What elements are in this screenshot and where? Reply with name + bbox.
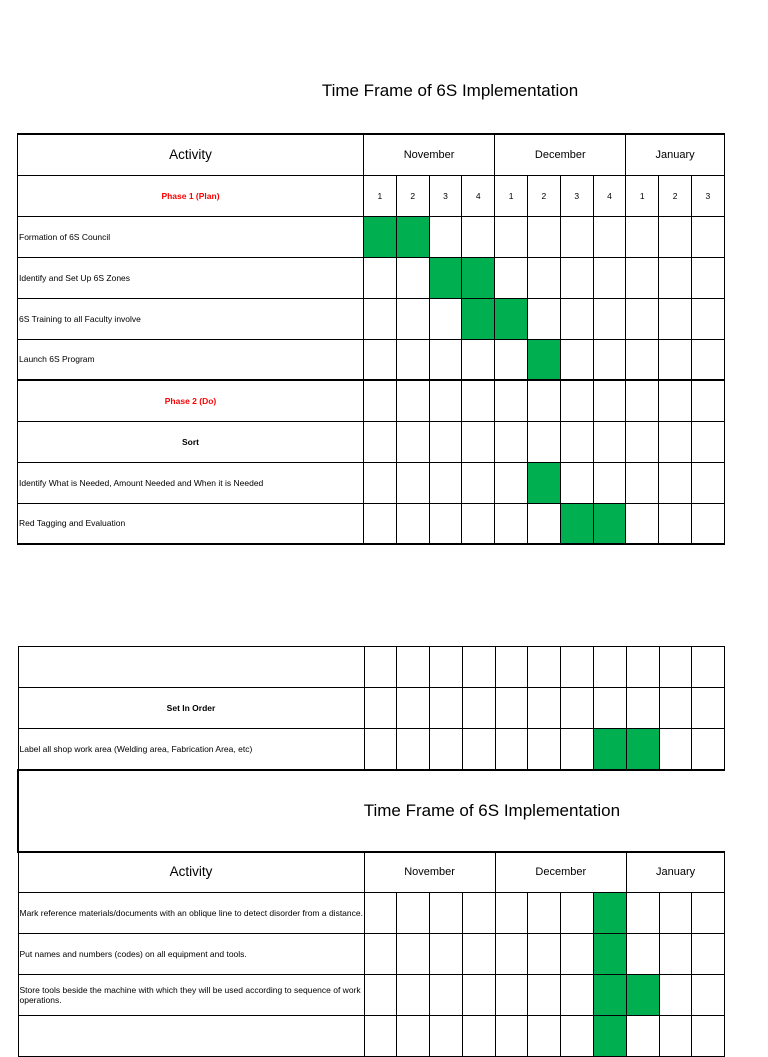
timeline-cell — [691, 421, 724, 462]
timeline-cell — [462, 503, 495, 544]
timeline-cell — [528, 934, 561, 975]
timeline-cell — [659, 503, 692, 544]
timeline-cell — [626, 257, 659, 298]
timeline-cell — [691, 462, 724, 503]
timeline-cell — [528, 975, 561, 1016]
week-number: 1 — [495, 175, 528, 216]
timeline-cell — [429, 216, 462, 257]
timeline-cell — [626, 934, 659, 975]
timeline-cell — [527, 257, 560, 298]
timeline-cell — [429, 298, 462, 339]
timeline-cell — [659, 893, 692, 934]
timeline-cell — [462, 1016, 495, 1057]
timeline-cell — [594, 688, 627, 729]
timeline-cell — [430, 647, 463, 688]
timeline-cell — [659, 298, 692, 339]
timeline-cell — [593, 380, 626, 421]
timeline-cell — [691, 298, 724, 339]
section-title: Time Frame of 6S Implementation — [18, 770, 725, 852]
timeline-cell — [691, 380, 724, 421]
timeline-cell — [462, 647, 495, 688]
timeline-cell — [364, 688, 397, 729]
week-number: 3 — [560, 175, 593, 216]
month-header: November — [364, 134, 495, 175]
table-row — [18, 421, 725, 462]
timeline-cell — [396, 257, 429, 298]
timeline-cell — [659, 380, 692, 421]
timeline-cell-filled — [593, 503, 626, 544]
timeline-cell — [659, 975, 692, 1016]
timeline-cell — [528, 893, 561, 934]
timeline-cell — [659, 216, 692, 257]
timeline-cell — [397, 1016, 430, 1057]
timeline-cell — [560, 462, 593, 503]
timeline-cell — [659, 688, 692, 729]
table-row — [18, 647, 725, 688]
timeline-cell — [561, 1016, 594, 1057]
timeline-cell — [659, 462, 692, 503]
table-row — [18, 339, 725, 380]
timeline-cell — [462, 421, 495, 462]
timeline-cell-filled — [495, 298, 528, 339]
timeline-cell — [462, 893, 495, 934]
timeline-cell — [462, 975, 495, 1016]
activity-label: Label all shop work area (Welding area, Fabrication Area, etc) — [18, 729, 364, 770]
timeline-cell — [659, 421, 692, 462]
activity-label: Red Tagging and Evaluation — [18, 503, 364, 544]
week-number: 1 — [626, 175, 659, 216]
timeline-cell — [659, 647, 692, 688]
week-number: 2 — [396, 175, 429, 216]
timeline-cell — [430, 688, 463, 729]
activity-label: Identify and Set Up 6S Zones — [18, 257, 364, 298]
month-header: December — [495, 134, 626, 175]
activity-header: Activity — [18, 134, 364, 175]
timeline-cell — [626, 1016, 659, 1057]
week-number: 2 — [527, 175, 560, 216]
activity-header: Activity — [18, 852, 364, 893]
timeline-cell — [593, 339, 626, 380]
timeline-cell-filled — [594, 1016, 627, 1057]
week-number: 4 — [593, 175, 626, 216]
timeline-cell — [626, 380, 659, 421]
timeline-cell — [692, 934, 725, 975]
table-row — [18, 688, 725, 729]
timeline-cell — [691, 339, 724, 380]
timeline-cell — [560, 257, 593, 298]
step-label: Set In Order — [18, 688, 364, 729]
timeline-cell — [495, 893, 528, 934]
timeline-cell — [659, 339, 692, 380]
timeline-cell — [396, 462, 429, 503]
timeline-cell — [560, 421, 593, 462]
timeline-cell — [430, 975, 463, 1016]
timeline-cell — [659, 257, 692, 298]
timeline-cell — [364, 729, 397, 770]
timeline-cell — [528, 1016, 561, 1057]
timeline-cell — [593, 216, 626, 257]
timeline-cell — [594, 647, 627, 688]
gantt-table-2 — [17, 646, 725, 1057]
timeline-cell — [364, 975, 397, 1016]
week-number: 1 — [364, 175, 397, 216]
activity-label: Put names and numbers (codes) on all equipment and tools. — [18, 934, 364, 975]
timeline-cell — [561, 688, 594, 729]
timeline-cell — [396, 298, 429, 339]
week-number: 2 — [659, 175, 692, 216]
week-header-row — [18, 175, 725, 216]
timeline-cell — [626, 339, 659, 380]
timeline-cell — [560, 339, 593, 380]
timeline-cell — [364, 1016, 397, 1057]
table-row — [18, 893, 725, 934]
timeline-cell — [430, 729, 463, 770]
timeline-cell — [692, 729, 725, 770]
timeline-cell — [527, 380, 560, 421]
activity-label: 6S Training to all Faculty involve — [18, 298, 364, 339]
timeline-cell — [364, 298, 397, 339]
timeline-cell — [364, 339, 397, 380]
table-row — [18, 462, 725, 503]
timeline-cell — [430, 1016, 463, 1057]
timeline-cell — [364, 462, 397, 503]
timeline-cell — [495, 257, 528, 298]
timeline-cell — [626, 421, 659, 462]
timeline-cell — [495, 380, 528, 421]
activity-label: Formation of 6S Council — [18, 216, 364, 257]
timeline-cell — [692, 1016, 725, 1057]
activity-label: Identify What is Needed, Amount Needed and When it is Needed — [18, 462, 364, 503]
timeline-cell — [495, 421, 528, 462]
timeline-cell — [528, 647, 561, 688]
table-row — [18, 380, 725, 421]
timeline-cell — [429, 380, 462, 421]
timeline-cell — [462, 729, 495, 770]
timeline-cell-filled — [527, 339, 560, 380]
gantt-table-1 — [17, 133, 725, 545]
timeline-cell — [364, 893, 397, 934]
timeline-cell — [560, 216, 593, 257]
timeline-cell — [561, 647, 594, 688]
timeline-cell-filled — [594, 975, 627, 1016]
timeline-cell — [495, 503, 528, 544]
title-row — [18, 770, 725, 852]
timeline-cell — [430, 893, 463, 934]
timeline-cell — [593, 421, 626, 462]
timeline-cell — [626, 503, 659, 544]
timeline-cell — [495, 647, 528, 688]
timeline-cell — [593, 257, 626, 298]
timeline-cell — [692, 688, 725, 729]
timeline-cell — [429, 462, 462, 503]
timeline-cell — [561, 893, 594, 934]
page-title: Time Frame of 6S Implementation — [321, 81, 579, 100]
timeline-cell — [462, 380, 495, 421]
table-row — [18, 216, 725, 257]
timeline-cell — [396, 421, 429, 462]
month-header: November — [364, 852, 495, 893]
month-header: January — [626, 134, 724, 175]
timeline-cell-filled — [527, 462, 560, 503]
timeline-cell — [396, 380, 429, 421]
timeline-cell-filled — [396, 216, 429, 257]
timeline-cell — [430, 934, 463, 975]
timeline-cell — [429, 421, 462, 462]
timeline-cell — [560, 380, 593, 421]
timeline-cell — [462, 688, 495, 729]
timeline-cell-filled — [594, 729, 627, 770]
timeline-cell — [691, 257, 724, 298]
timeline-cell-filled — [560, 503, 593, 544]
timeline-cell — [626, 893, 659, 934]
timeline-cell — [462, 339, 495, 380]
timeline-cell — [495, 1016, 528, 1057]
timeline-cell — [397, 893, 430, 934]
timeline-cell — [626, 298, 659, 339]
week-number: 4 — [462, 175, 495, 216]
phase-label: Phase 2 (Do) — [18, 380, 364, 421]
timeline-cell — [691, 216, 724, 257]
timeline-cell — [560, 298, 593, 339]
timeline-cell — [626, 647, 659, 688]
table-row — [18, 975, 725, 1016]
timeline-cell — [397, 934, 430, 975]
timeline-cell — [593, 298, 626, 339]
timeline-cell-filled — [626, 729, 659, 770]
timeline-cell — [462, 934, 495, 975]
timeline-cell — [495, 339, 528, 380]
timeline-cell — [429, 503, 462, 544]
timeline-cell — [659, 729, 692, 770]
month-header: January — [626, 852, 724, 893]
timeline-cell — [593, 462, 626, 503]
timeline-cell — [659, 1016, 692, 1057]
week-number: 3 — [691, 175, 724, 216]
week-number: 3 — [429, 175, 462, 216]
timeline-cell — [396, 503, 429, 544]
timeline-cell — [495, 462, 528, 503]
timeline-cell-filled — [626, 975, 659, 1016]
activity-label — [18, 1016, 364, 1057]
timeline-cell — [364, 421, 397, 462]
timeline-cell — [626, 216, 659, 257]
timeline-cell-filled — [364, 216, 397, 257]
table-row — [18, 503, 725, 544]
timeline-cell — [462, 216, 495, 257]
timeline-cell — [462, 462, 495, 503]
timeline-cell — [527, 503, 560, 544]
table-row — [18, 298, 725, 339]
timeline-cell-filled — [462, 257, 495, 298]
timeline-cell — [527, 298, 560, 339]
timeline-cell — [659, 934, 692, 975]
timeline-cell — [692, 893, 725, 934]
activity-label: Store tools beside the machine with which they will be used according to sequence of work operations. — [18, 975, 364, 1016]
activity-label — [18, 647, 364, 688]
timeline-cell — [364, 647, 397, 688]
table-row — [18, 1016, 725, 1057]
timeline-cell — [495, 216, 528, 257]
timeline-cell — [364, 380, 397, 421]
timeline-cell — [692, 975, 725, 1016]
timeline-cell-filled — [594, 934, 627, 975]
timeline-cell — [364, 257, 397, 298]
timeline-cell-filled — [429, 257, 462, 298]
step-label: Sort — [18, 421, 364, 462]
phase-label: Phase 1 (Plan) — [18, 175, 364, 216]
table-row — [18, 934, 725, 975]
timeline-cell — [397, 975, 430, 1016]
activity-label: Mark reference materials/documents with an oblique line to detect disorder from a distance. — [18, 893, 364, 934]
timeline-cell — [691, 503, 724, 544]
timeline-cell — [561, 975, 594, 1016]
timeline-cell — [692, 647, 725, 688]
timeline-cell — [495, 975, 528, 1016]
table-row — [18, 257, 725, 298]
activity-label: Launch 6S Program — [18, 339, 364, 380]
timeline-cell — [626, 462, 659, 503]
timeline-cell — [495, 729, 528, 770]
timeline-cell — [626, 688, 659, 729]
timeline-cell — [527, 421, 560, 462]
month-header-row — [18, 134, 725, 175]
month-header-row — [18, 852, 725, 893]
timeline-cell — [429, 339, 462, 380]
timeline-cell-filled — [594, 893, 627, 934]
timeline-cell — [364, 934, 397, 975]
timeline-cell-filled — [462, 298, 495, 339]
timeline-cell — [495, 934, 528, 975]
timeline-cell — [528, 729, 561, 770]
month-header: December — [495, 852, 626, 893]
timeline-cell — [396, 339, 429, 380]
table-row — [18, 729, 725, 770]
timeline-cell — [527, 216, 560, 257]
timeline-cell — [364, 503, 397, 544]
timeline-cell — [397, 729, 430, 770]
timeline-cell — [561, 729, 594, 770]
timeline-cell — [397, 688, 430, 729]
timeline-cell — [495, 688, 528, 729]
timeline-cell — [561, 934, 594, 975]
timeline-cell — [397, 647, 430, 688]
timeline-cell — [528, 688, 561, 729]
